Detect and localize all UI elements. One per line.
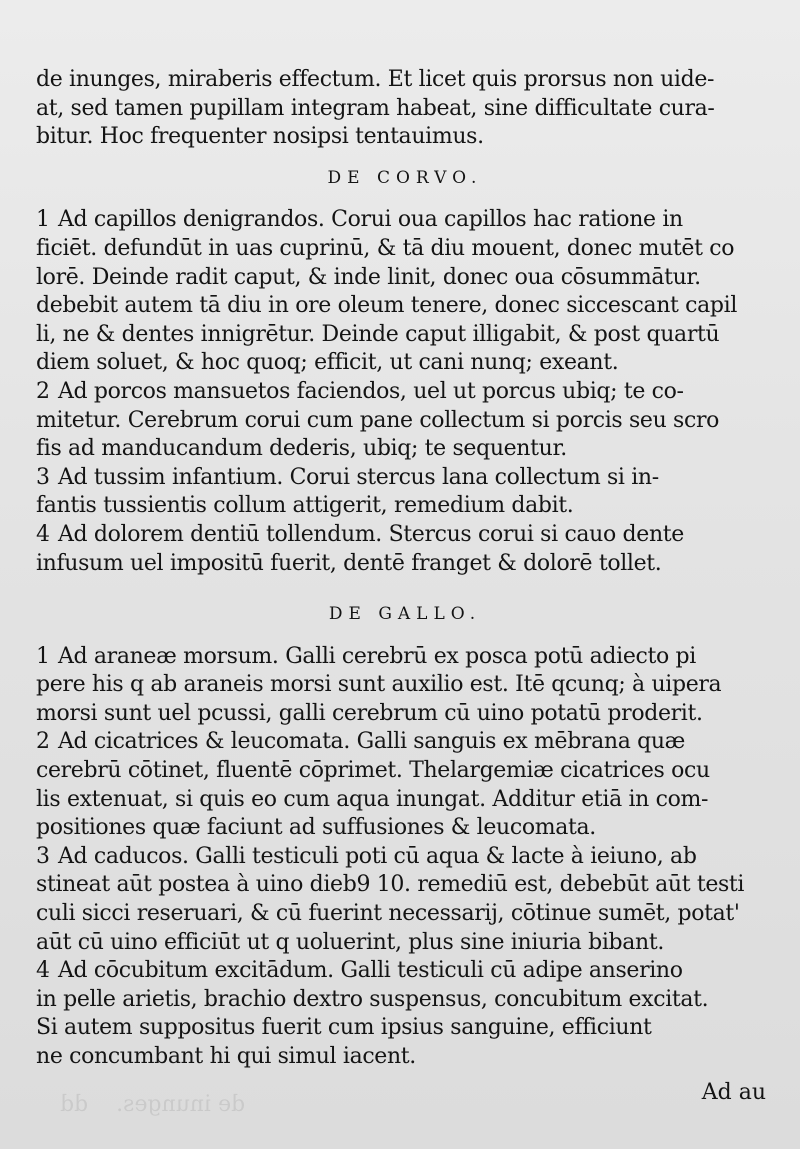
page-text-block [36,66,774,1072]
text-line: mitetur. Cerebrum corui cum pane collectum si porcis seu scro [36,407,720,433]
text-line: fantis tussientis collum attigerit, remedium dabit. [36,493,574,519]
text-line: li, ne & dentes innigrētur. Deinde caput illigabit, & post quartū [36,321,720,347]
text-line: ne concumbant hi qui simul iacent. [36,1044,416,1069]
text-line: Ad cōcubitum excitādum. Galli testiculi cū adipe anserino [58,958,683,984]
text-line: pere his q ab araneis morsi sunt auxilio est. Itē qcunq; à uipera [36,672,722,698]
text-line: Si autem suppositus fuerit cum ipsius sanguine, efficiunt [36,1015,652,1041]
entry [36,206,774,378]
text-line: debebit autem tā diu in ore oleum tenere, donec siccescant capil [36,293,738,319]
entry [36,957,774,1071]
text-line: in pelle arietis, brachio dextro suspensus, concubitum excitat. [36,986,709,1012]
text-line: Ad capillos denigrandos. Corui oua capillos hac ratione in [58,207,683,233]
entry-number: 2 [36,378,50,404]
entry [36,643,774,729]
entry [36,728,774,842]
text-line: Ad porcos mansuetos faciendos, uel ut porcus ubiq; te co- [58,378,684,404]
text-line: Ad cicatrices & leucomata. Galli sanguis ex mēbrana quæ [58,729,685,755]
text-line: culi sicci reseruari, & cū fuerint necessarij, cōtinue sumēt, potat' [36,901,740,927]
section-heading-gallo: DE GALLO. [328,604,482,625]
text-line: fis ad manducandum dederis, ubiq; te sequentur. [36,436,567,462]
entry [36,843,774,957]
text-line: Ad araneæ morsum. Galli cerebrū ex posca potū adiecto pi [58,643,696,669]
text-line: Ad tussim infantium. Corui stercus lana collectum si in- [58,464,659,490]
entry-number: 4 [36,958,50,984]
entry [36,521,774,578]
entry-number: 2 [36,729,50,755]
text-line: de inunges, miraberis effectum. Et licet quis prorsus non uide- [36,67,715,92]
catchword: Ad au [701,1080,766,1105]
text-line: morsi sunt uel pcussi, galli cerebrum cū uino potatū proderit. [36,700,703,726]
text-line: lis extenuat, si quis eo cum aqua inungat. Additur etiā in com- [36,786,709,812]
top-paragraph [36,66,774,152]
text-line: Ad caducos. Galli testiculi poti cū aqua & lacte à ieiuno, ab [58,843,697,869]
text-line: diem soluet, & hoc quoq; efficit, ut cani nunq; exeant. [36,350,619,376]
text-line: lorē. Deinde radit caput, & inde linit, donec oua cōsummātur. [36,264,701,290]
text-line: cerebrū cōtinet, fluentē cōprimet. Thelargemiæ cicatrices ocu [36,758,710,784]
entry-number: 4 [36,521,50,547]
text-line: aūt cū uino efficiūt ut q uoluerint, plus sine iniuria bibant. [36,929,664,955]
text-line: bitur. Hoc frequenter nosipsi tentauimus. [36,124,484,150]
text-line: stineat aūt postea à uino dieb9 10. remediū est, debebūt aūt testi [36,872,745,898]
show-through-ink: de inunges. dd [60,1092,246,1117]
section-heading-corvo: DE CORVO. [327,167,483,188]
text-line: ficiēt. defundūt in uas cuprinū, & tā diu mouent, donec mutēt co [36,235,735,261]
entry [36,378,774,464]
text-line: positiones quæ faciunt ad suffusiones & leucomata. [36,815,596,841]
text-line: Ad dolorem dentiū tollendum. Stercus corui si cauo dente [58,521,684,547]
text-line: at, sed tamen pupillam integram habeat, sine difficultate cura- [36,95,715,121]
entry-number: 1 [36,207,50,233]
entry-number: 3 [36,843,50,869]
entry-number: 1 [36,643,50,669]
entry-number: 3 [36,464,50,490]
text-line: infusum uel impositū fuerit, dentē franget & dolorē tollet. [36,550,662,576]
entry [36,464,774,521]
